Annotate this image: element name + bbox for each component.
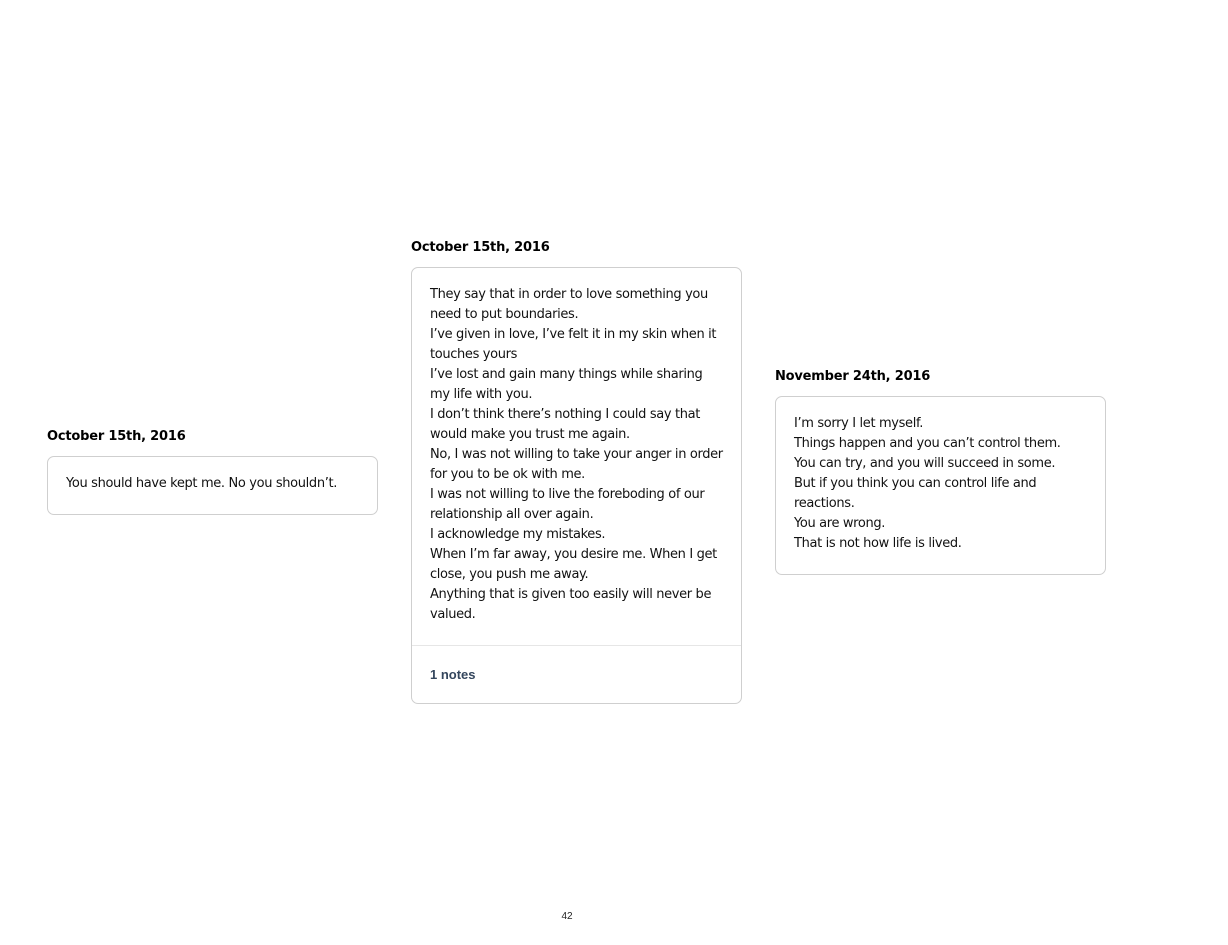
- page-number: 42: [561, 911, 573, 922]
- post-body: [776, 397, 1105, 574]
- post-2: [411, 239, 742, 704]
- post-line: I’ve lost and gain many things while sharing my life with you.: [430, 367, 703, 402]
- post-line: You can try, and you will succeed in some.: [794, 456, 1056, 471]
- post-line: Anything that is given too easily will never be valued.: [430, 587, 712, 622]
- post-line: That is not how life is lived.: [794, 536, 962, 551]
- post-card: [47, 456, 378, 515]
- post-line: But if you think you can control life and reactions.: [794, 476, 1037, 511]
- post-line: I acknowledge my mistakes.: [430, 527, 606, 542]
- post-line: No, I was not willing to take your anger in order for you to be ok with me.: [430, 447, 723, 482]
- post-date: October 15th, 2016: [47, 429, 186, 444]
- post-line: Things happen and you can’t control them.: [794, 436, 1061, 451]
- post-line: You should have kept me. No you shouldn’t.: [66, 476, 338, 491]
- post-3: [775, 368, 1106, 575]
- post-line: I don’t think there’s nothing I could say that would make you trust me again.: [430, 407, 700, 442]
- post-date: October 15th, 2016: [411, 240, 550, 255]
- post-1: [47, 428, 378, 515]
- post-line: I’m sorry I let myself.: [794, 416, 924, 431]
- post-card: [411, 267, 742, 704]
- notes-count-link[interactable]: 1 notes: [430, 667, 476, 682]
- post-line: I was not willing to live the foreboding of our relationship all over again.: [430, 487, 705, 522]
- post-line: You are wrong.: [794, 516, 886, 531]
- post-line: I’ve given in love, I’ve felt it in my skin when it touches yours: [430, 327, 717, 362]
- post-card: [775, 396, 1106, 575]
- post-date: November 24th, 2016: [775, 369, 931, 384]
- post-body: [48, 457, 377, 514]
- post-line: They say that in order to love something you need to put boundaries.: [430, 287, 708, 322]
- post-body: [412, 268, 741, 645]
- post-line: When I’m far away, you desire me. When I get close, you push me away.: [430, 547, 717, 582]
- post-footer: [412, 645, 741, 703]
